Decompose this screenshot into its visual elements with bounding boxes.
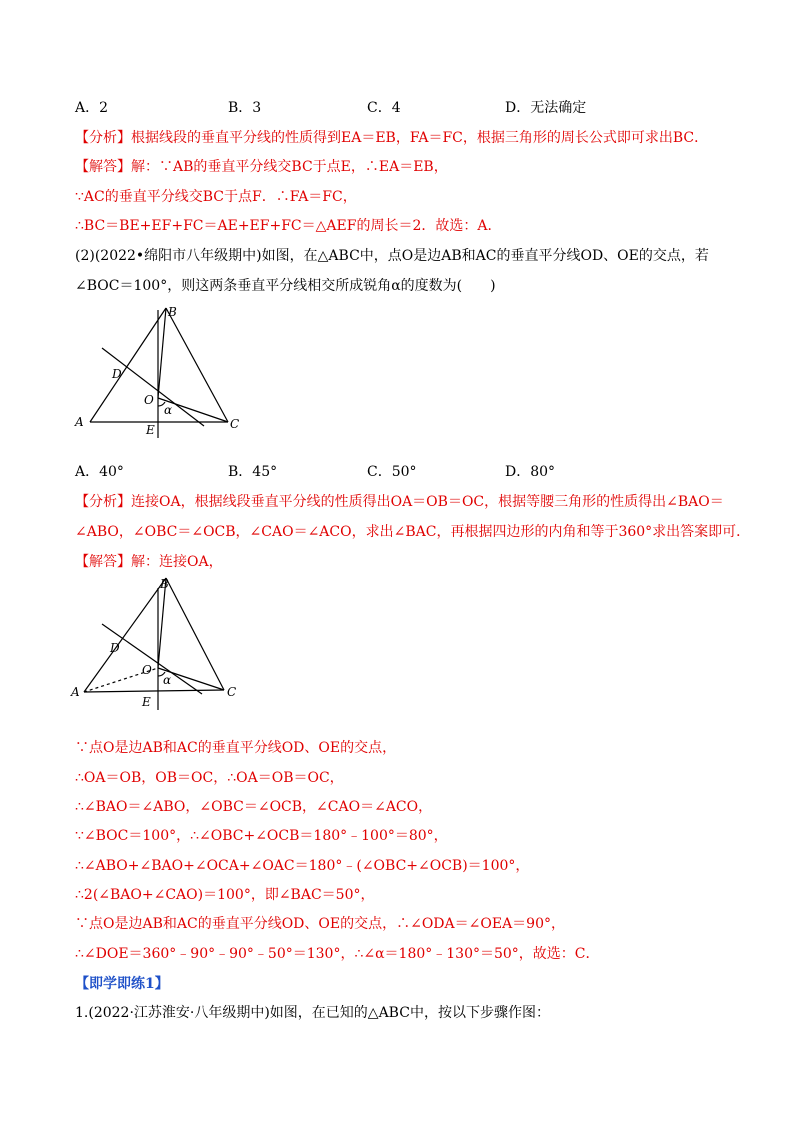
label-b: B: [160, 577, 169, 591]
label-b: B: [168, 305, 177, 319]
label-a: A: [71, 685, 80, 699]
label-c: C: [227, 685, 237, 699]
q2-analysis-line: 【分析】连接OA，根据线段垂直平分线的性质得出OA＝OB＝OC，根据等腰三角形的性质得出∠BAO＝: [75, 494, 724, 510]
side-ac: [84, 690, 224, 692]
segment-ob: [158, 578, 166, 668]
label-a: A: [75, 415, 84, 429]
q2-stem-line: ∠BOC＝100°，则这两条垂直平分线相交所成锐角α的度数为( ): [75, 278, 496, 294]
label-o: O: [144, 393, 154, 407]
solution-line: ∵点O是边AB和AC的垂直平分线OD、OE的交点，: [75, 740, 397, 756]
side-ab: [84, 578, 166, 692]
solution-line: ∴∠ABO+∠BAO+∠OCA+∠OAC＝180°﹣(∠OBC+∠OCB)＝100°，: [75, 858, 530, 874]
label-e: E: [142, 695, 151, 709]
label-d: D: [110, 641, 120, 655]
q1-option-a: A．2: [75, 100, 109, 116]
q1-option-d: D．无法确定: [505, 100, 587, 116]
solution-line: ∴OA＝OB，OB＝OC，∴OA＝OB＝OC，: [75, 770, 344, 786]
q1-option-c: C．4: [367, 100, 401, 116]
perpendicular-bisector-od: [102, 624, 202, 694]
solution-line: ∵∠BOC＝100°，∴∠OBC+∠OCB＝180°﹣100°＝80°，: [75, 828, 448, 844]
side-bc: [166, 308, 228, 422]
q2-analysis-line: ∠ABO，∠OBC＝∠OCB，∠CAO＝∠ACO，求出∠BAC，再根据四边形的内角和等于360°求出答案即可．: [75, 524, 751, 540]
q2-answer-intro: 【解答】解：连接OA，: [75, 554, 223, 570]
q2-option-b: B．45°: [228, 464, 278, 480]
practice-item-1: 1.(2022·江苏淮安·八年级期中)如图，在已知的△ABC中，按以下步骤作图：: [75, 1005, 550, 1021]
q1-answer-line: ∵AC的垂直平分线交BC于点F．∴FA＝FC，: [75, 189, 357, 205]
perpendicular-bisector-od: [102, 348, 204, 426]
solution-line: ∴∠DOE＝360°﹣90°﹣90°﹣50°＝130°，∴∠α＝180°﹣130°＝50°，故选：C．: [75, 946, 600, 962]
triangle-figure-with-oa: [72, 572, 252, 717]
label-o: O: [142, 663, 152, 677]
triangle-figure: [72, 300, 252, 445]
label-d: D: [112, 367, 122, 381]
solution-line: ∴∠BAO＝∠ABO，∠OBC＝∠OCB，∠CAO＝∠ACO，: [75, 799, 433, 815]
side-ab: [90, 308, 166, 422]
label-e: E: [146, 423, 155, 437]
label-alpha: α: [163, 673, 172, 687]
q1-answer-line: 【解答】解：∵AB的垂直平分线交BC于点E，∴EA＝EB，: [75, 159, 448, 175]
q1-answer-line: ∴BC＝BE+EF+FC＝AE+EF+FC＝△AEF的周长＝2．故选：A．: [75, 218, 502, 234]
label-alpha: α: [164, 403, 173, 417]
practice-heading: 【即学即练1】: [75, 976, 169, 992]
q1-analysis: 【分析】根据线段的垂直平分线的性质得到EA＝EB，FA＝FC，根据三角形的周长公式即可求出BC．: [75, 130, 709, 146]
solution-line: ∴2(∠BAO+∠CAO)＝100°，即∠BAC＝50°，: [75, 887, 375, 903]
q2-stem-line: (2)(2022•绵阳市八年级期中)如图，在△ABC中，点O是边AB和AC的垂直平分线OD、OE的交点，若: [75, 248, 709, 264]
segment-ob: [158, 308, 166, 398]
solution-line: ∵点O是边AB和AC的垂直平分线OD、OE的交点，∴∠ODA＝∠OEA＝90°，: [75, 916, 565, 932]
q2-option-a: A．40°: [75, 464, 124, 480]
q1-option-b: B．3: [228, 100, 262, 116]
q2-option-c: C．50°: [367, 464, 417, 480]
label-c: C: [230, 417, 240, 431]
q2-option-d: D．80°: [505, 464, 556, 480]
